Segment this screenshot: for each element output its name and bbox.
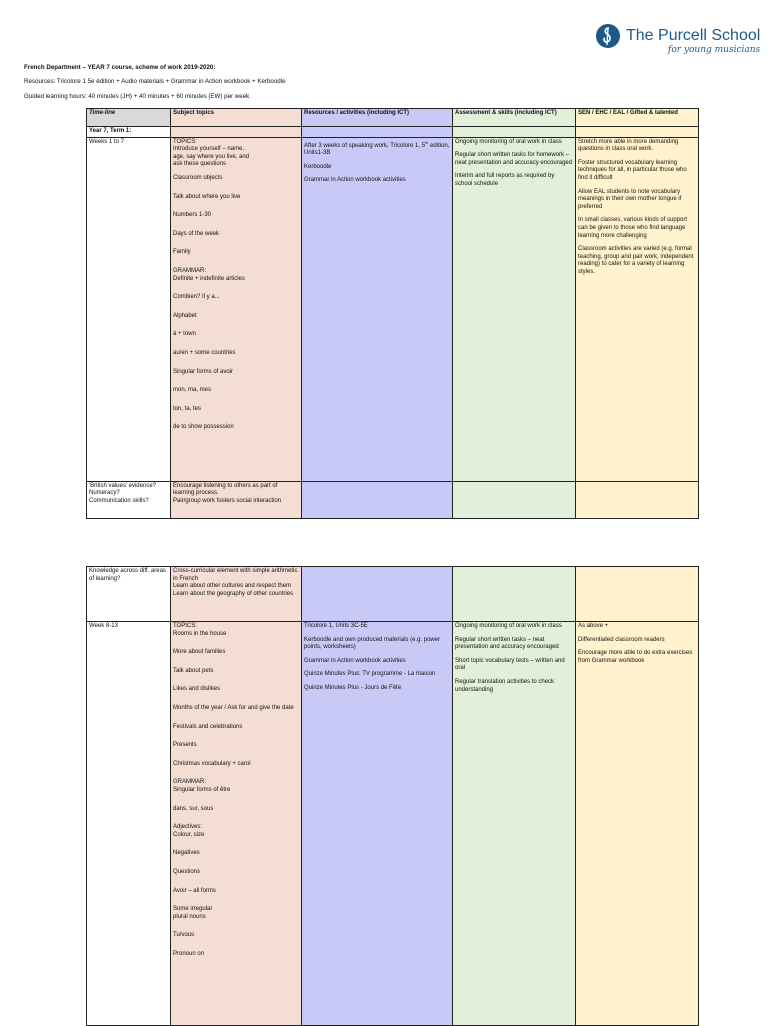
- list-item: à + town: [173, 331, 196, 338]
- list-item: Talk about pets: [173, 667, 214, 674]
- list-item: Regular short written tasks – neat presentation and accuracy encouraged: [455, 636, 559, 651]
- list-item: Classroom activities are varied (e.g. formal teaching, group and pair work, independent reading) to cater for a variety of learning styles.: [578, 246, 694, 275]
- list-item: Grammar in Action workbook activities: [304, 657, 406, 664]
- topics-cell: [171, 137, 302, 481]
- list-item: As above +: [578, 623, 609, 629]
- term-row: [87, 127, 699, 138]
- term-label: Year 7, Term 1:: [87, 127, 171, 138]
- table-row: [87, 481, 699, 518]
- list-item: Festivals and celebrations: [173, 723, 243, 730]
- list-item: GRAMMAR: Definite + indefinite articles: [173, 267, 245, 282]
- school-tagline: for young musicians: [668, 45, 761, 55]
- list-item: Some irregular plural nouns: [173, 906, 213, 920]
- list-item: Combien? Il y a...: [173, 294, 220, 301]
- list-item: Adjectives: Colour, size: [173, 824, 205, 838]
- list-item: Tricolore 1, Units 3C-5E: [304, 623, 368, 629]
- list-item: TOPICS: Rooms in the house: [173, 623, 227, 637]
- sen-cell: [576, 137, 699, 481]
- timeline-cell: Week 8-13: [87, 622, 171, 1026]
- header-timeline: Time-line: [87, 109, 171, 127]
- list-item: After 3 weeks of speaking work, Tricolore 1, 5th edition, Units1-3B: [304, 139, 450, 157]
- resources-cell: [302, 137, 453, 481]
- list-item: dans, sur, sous: [173, 805, 214, 812]
- assessment-cell: [453, 137, 576, 481]
- list-item: Foster structured vocabulary learning techniques for all, in particular those who find it difficult: [578, 159, 687, 181]
- list-item: Likes and dislikes: [173, 686, 221, 693]
- values-text: Encourage listening to others as part of learning process. Pair/group work fosters social interaction: [171, 481, 302, 518]
- list-item: mon, ma, mes: [173, 387, 212, 394]
- list-item: Months of the year / Ask for and give the date: [173, 704, 294, 711]
- table-row: [87, 137, 699, 481]
- table-row: [87, 567, 699, 622]
- knowledge-text: Cross-curricular element with simple arithmetic in French Learn about other cultures and respect them Learn about the geography of other countries: [171, 567, 302, 622]
- list-item: In small classes, various kinds of support can be given to those who find language learning more challenging: [578, 217, 688, 239]
- knowledge-label: Knowledge across diff. areas of learning?: [87, 567, 171, 622]
- school-logo: [596, 24, 761, 64]
- list-item: Questions: [173, 868, 201, 875]
- topics-cell: [171, 622, 302, 1026]
- list-item: Presents: [173, 742, 197, 749]
- list-item: Pronoun on: [173, 950, 205, 957]
- list-item: Allow EAL students to note vocabulary meanings in their own mother tongue if preferred: [578, 188, 682, 210]
- treble-clef-icon: [596, 24, 620, 48]
- list-item: Short topic vocabulary tests – written and oral: [455, 657, 565, 672]
- values-label: 'British values' evidence? Numeracy? Communication skills?: [87, 481, 171, 518]
- scheme-table-2: [86, 566, 699, 1026]
- list-item: Family: [173, 249, 191, 256]
- sen-cell: [576, 622, 699, 1026]
- list-item: Christmas vocabulary + carol: [173, 760, 251, 767]
- list-item: Differentiated classroom readers: [578, 636, 665, 643]
- table-header-row: [87, 109, 699, 127]
- list-item: Classroom objects: [173, 174, 223, 181]
- hours-line: Guided learning hours: 40 minutes (JH) + 40 minutes + 60 minutes (EW) per week: [24, 93, 250, 100]
- table-row: [87, 622, 699, 1026]
- list-item: Quinze Minutes Plus: TV programme - La maison: [304, 671, 436, 678]
- list-item: Talk about where you live: [173, 193, 241, 200]
- list-item: Interim and full reports as required by school schedule: [455, 173, 555, 187]
- list-item: Encourage more able to do extra exercises from Grammar workbook: [578, 650, 693, 664]
- list-item: au/en + some countries: [173, 349, 236, 356]
- school-name: The Purcell School: [626, 27, 761, 44]
- assessment-cell: [453, 622, 576, 1026]
- list-item: Stretch more able in more demanding questions in class oral work.: [578, 138, 679, 153]
- list-item: Negatives: [173, 850, 200, 857]
- header-assessment: Assessment & skills (including ICT): [453, 109, 576, 127]
- resources-cell: [302, 622, 453, 1026]
- header-topics: Subject topics: [171, 109, 302, 127]
- list-item: TOPICS: Introduce yourself – name, age, say where you live, and ask these questions: [173, 138, 250, 168]
- list-item: Tu/vous: [173, 932, 195, 939]
- list-item: ton, ta, tes: [173, 405, 202, 412]
- timeline-cell: Weeks 1 to 7: [87, 137, 171, 481]
- header-resources: Resources / activities (including ICT): [302, 109, 453, 127]
- resources-line: Resources: Tricolore 1 5e édition + Audio materials + Grammar in Action workbook + Kerboodle: [24, 78, 286, 85]
- list-item: Kerboodle: [304, 163, 332, 170]
- list-item: Avoir – all forms: [173, 887, 216, 894]
- list-item: Grammar in Action workbook activities: [304, 177, 406, 184]
- header-sen: SEN / EHC / EAL / Gifted & talented: [576, 109, 699, 127]
- list-item: Ongoing monitoring of oral work in class: [455, 623, 562, 629]
- list-item: Regular short written tasks for homework – neat presentation and accuracy encouraged: [455, 152, 573, 166]
- list-item: de to show possession: [173, 424, 234, 431]
- list-item: Quinze Minutes Plus - Jours de Fête: [304, 684, 402, 691]
- list-item: Regular translation activities to check understanding: [455, 678, 555, 693]
- list-item: Days of the week: [173, 230, 220, 237]
- list-item: Alphabet: [173, 312, 197, 319]
- list-item: Kerboodle and own produced materials (e.g. power points, worksheets): [304, 636, 441, 651]
- list-item: Singular forms of avoir: [173, 368, 234, 375]
- list-item: Ongoing monitoring of oral work in class: [455, 138, 562, 145]
- list-item: GRAMMAR: Singular forms of être: [173, 779, 231, 793]
- document-title: French Department – YEAR 7 course, scheme of work 2019-2020:: [24, 64, 216, 71]
- list-item: More about families: [173, 649, 226, 656]
- scheme-table-1: [86, 108, 699, 519]
- list-item: Numbers 1-30: [173, 212, 212, 219]
